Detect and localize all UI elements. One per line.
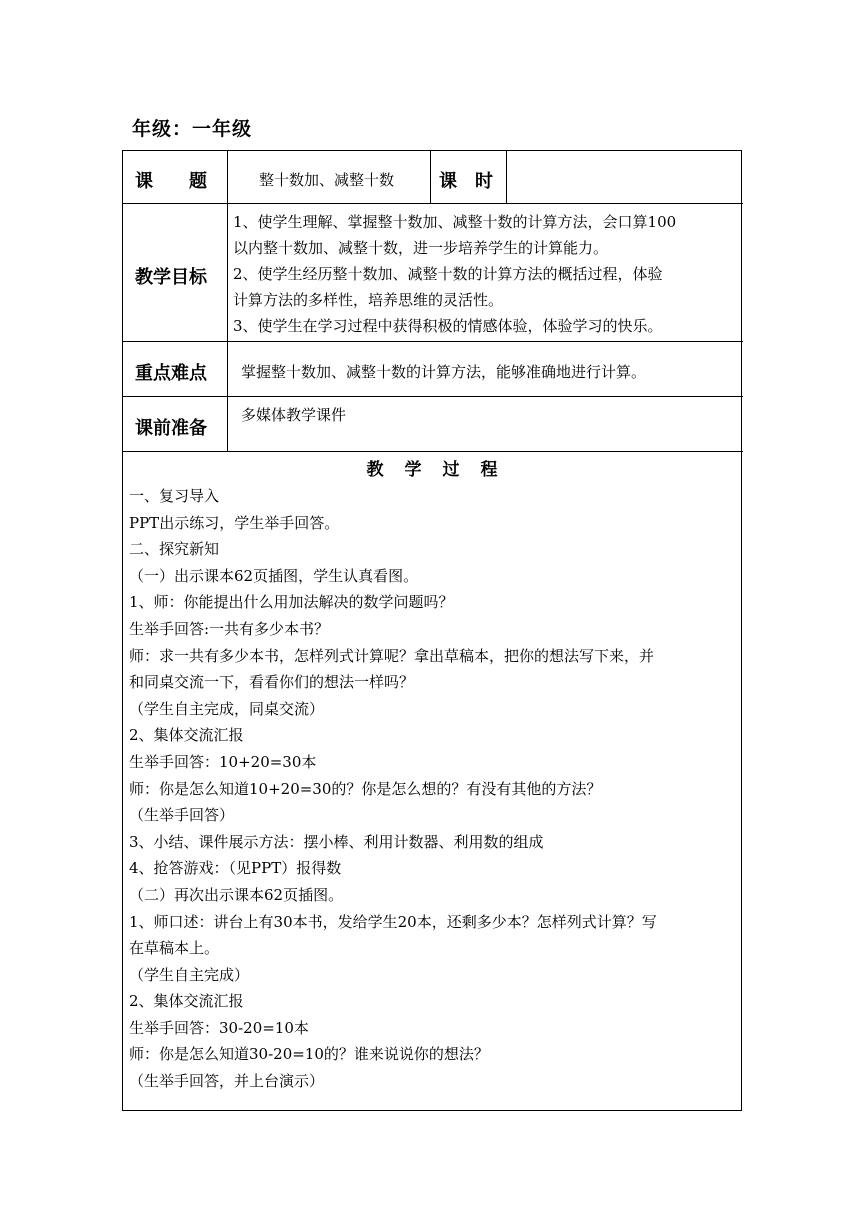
process-line: 和同桌交流一下，看看你们的想法一样吗？	[129, 673, 415, 692]
process-line: 师：你是怎么知道10+20=30的？你是怎么想的？有没有其他的方法？	[129, 779, 602, 798]
keypoints-value: 掌握整十数加、减整十数的计算方法，能够准确地进行计算。	[241, 363, 647, 381]
objective-line: 2、使学生经历整十数加、减整十数的计算方法的概括过程，体验	[233, 265, 663, 283]
process-line: 二、探究新知	[129, 540, 220, 559]
topic-header: 课 题	[135, 171, 207, 192]
process-line: （学生自主完成）	[129, 965, 250, 984]
process-line: 一、复习导入	[129, 487, 220, 505]
process-line: 1、师：你能提出什么用加法解决的数学问题吗？	[129, 593, 454, 612]
process-text	[129, 483, 735, 1095]
process-line: （生举手回答）	[129, 806, 235, 825]
process-line: 4、抢答游戏：（见PPT）报得数	[129, 859, 342, 878]
process-line: 2、集体交流汇报	[129, 726, 244, 745]
row-divider	[123, 203, 743, 204]
process-line: （学生自主完成，同桌交流）	[129, 699, 325, 718]
keypoints-header: 重点难点	[135, 363, 207, 384]
process-line: 生举手回答：10+20=30本	[129, 752, 317, 771]
process-line: 生举手回答:一共有多少本书？	[129, 619, 330, 638]
objectives-header: 教学目标	[135, 267, 207, 288]
prep-header: 课前准备	[135, 418, 207, 439]
objective-line: 以内整十数加、减整十数，进一步培养学生的计算能力。	[233, 239, 609, 257]
prep-value: 多媒体教学课件	[241, 406, 347, 424]
process-line: 2、集体交流汇报	[129, 992, 244, 1011]
process-line: 师：求一共有多少本书，怎样列式计算呢？拿出草稿本，把你的想法写下来，并	[129, 646, 655, 665]
process-line: PPT出示练习，学生举手回答。	[129, 513, 340, 532]
objective-line: 3、使学生在学习过程中获得积极的情感体验，体验学习的快乐。	[233, 317, 663, 335]
column-divider	[227, 151, 228, 451]
process-line: 师：你是怎么知道30-20=10的？谁来说说你的想法？	[129, 1045, 489, 1064]
row-divider	[123, 341, 743, 342]
grade-label: 年级：一年级	[132, 118, 253, 140]
process-line: 3、小结、课件展示方法：摆小棒、利用计数器、利用数的组成	[129, 832, 544, 851]
process-line: （生举手回答，并上台演示）	[129, 1072, 325, 1091]
column-divider	[430, 151, 431, 203]
process-line: （一）出示课本62页插图，学生认真看图。	[129, 566, 419, 585]
objectives-text	[233, 209, 739, 339]
process-line: 1、师口述：讲台上有30本书，发给学生20本，还剩多少本？怎样列式计算？写	[129, 912, 657, 931]
process-line: 生举手回答：30-20=10本	[129, 1018, 309, 1037]
objective-line: 计算方法的多样性，培养思维的灵活性。	[233, 291, 504, 309]
period-header: 课 时	[439, 171, 493, 192]
process-line: 在草稿本上。	[129, 939, 220, 958]
row-divider	[123, 451, 743, 452]
topic-value: 整十数加、减整十数	[259, 171, 395, 189]
lesson-plan-table	[122, 150, 742, 1111]
process-title: 教 学 过 程	[366, 460, 500, 480]
row-divider	[123, 396, 743, 397]
objective-line: 1、使学生理解、掌握整十数加、减整十数的计算方法，会口算100	[233, 213, 677, 231]
column-divider	[506, 151, 507, 203]
process-line: （二）再次出示课本62页插图。	[129, 885, 344, 904]
